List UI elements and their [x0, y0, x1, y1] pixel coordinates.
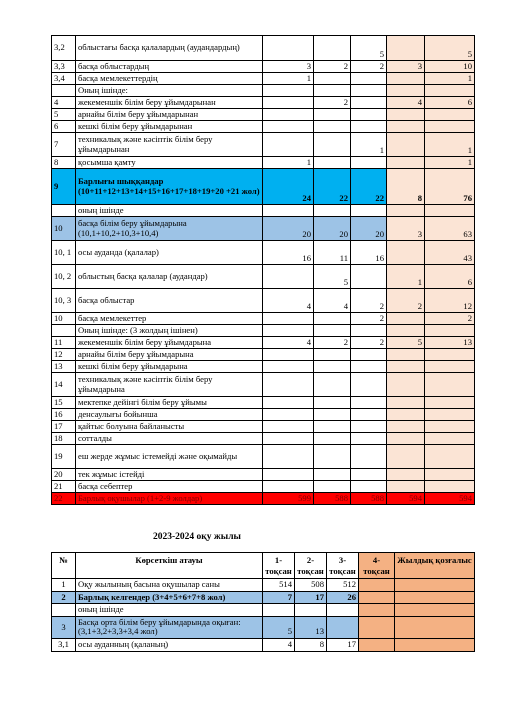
row-value: [425, 421, 475, 433]
row-value: 594: [425, 493, 475, 505]
row-value: [263, 349, 314, 361]
table-row: [52, 265, 475, 289]
row-value: [351, 373, 387, 397]
row-value: 588: [351, 493, 387, 505]
row-label: қайтыс болуына байланысты: [76, 421, 263, 433]
row-value: [314, 205, 351, 217]
row-value: 6: [425, 265, 475, 289]
row-value: 10: [425, 61, 475, 73]
row-value: [359, 638, 395, 651]
table-row: [52, 121, 475, 133]
table-row: [52, 373, 475, 397]
row-label: техникалық және кәсіптік білім беру ұйымдарынан: [76, 133, 263, 157]
row-value: [327, 616, 359, 638]
row-value: [395, 579, 475, 592]
row-value: [263, 121, 314, 133]
row-value: [425, 397, 475, 409]
row-value: [425, 433, 475, 445]
row-value: [387, 85, 425, 97]
row-value: [263, 313, 314, 325]
row-value: [263, 265, 314, 289]
row-value: [351, 349, 387, 361]
row-value: [395, 591, 475, 604]
row-value: [314, 85, 351, 97]
row-value: [351, 481, 387, 493]
row-label: арнайы білім беру ұйымдарынан: [76, 109, 263, 121]
row-number: 6: [52, 121, 76, 133]
row-label: оның ішінде: [76, 205, 263, 217]
row-value: [263, 205, 314, 217]
row-number: 10: [52, 313, 76, 325]
row-number: 3: [52, 616, 76, 638]
row-value: 1: [387, 265, 425, 289]
row-value: [425, 409, 475, 421]
row-label: кешкі білім беру ұйымдарына: [76, 361, 263, 373]
row-value: 4: [263, 337, 314, 349]
table-row: [52, 157, 475, 169]
row-value: [263, 133, 314, 157]
row-value: [387, 205, 425, 217]
row-value: [327, 604, 359, 617]
row-value: [314, 36, 351, 61]
row-value: 2: [425, 313, 475, 325]
row-value: [351, 121, 387, 133]
row-value: 5: [263, 616, 295, 638]
row-value: 16: [351, 241, 387, 265]
table-row: [52, 169, 475, 205]
row-number: 3,3: [52, 61, 76, 73]
row-number: 12: [52, 349, 76, 361]
row-value: 3: [263, 61, 314, 73]
row-label: Барлық оқушылар (1+2-9 жолдар): [76, 493, 263, 505]
row-value: 22: [314, 169, 351, 205]
row-value: [387, 133, 425, 157]
row-value: 588: [314, 493, 351, 505]
row-value: 2: [314, 97, 351, 109]
row-value: 3: [387, 217, 425, 241]
row-value: [314, 361, 351, 373]
row-value: 16: [263, 241, 314, 265]
row-value: [314, 349, 351, 361]
row-value: [314, 109, 351, 121]
row-value: [351, 469, 387, 481]
row-value: [387, 325, 425, 337]
table-row: [52, 61, 475, 73]
row-value: 11: [314, 241, 351, 265]
row-number: 10: [52, 217, 76, 241]
year-title: 2023-2024 оқу жылы: [153, 532, 241, 542]
row-number: [52, 604, 76, 617]
table-row: [52, 133, 475, 157]
row-value: [263, 36, 314, 61]
row-value: [425, 481, 475, 493]
row-value: 4: [314, 289, 351, 313]
row-value: [351, 421, 387, 433]
movement-table-continued: [51, 35, 475, 505]
row-value: [387, 121, 425, 133]
row-value: [387, 445, 425, 469]
row-value: [263, 97, 314, 109]
row-number: [52, 85, 76, 97]
row-value: [351, 97, 387, 109]
row-value: [263, 85, 314, 97]
row-number: 8: [52, 157, 76, 169]
row-value: [314, 433, 351, 445]
row-number: 20: [52, 469, 76, 481]
row-value: [351, 73, 387, 85]
row-value: [263, 109, 314, 121]
row-value: 2: [351, 289, 387, 313]
row-value: [314, 121, 351, 133]
col-annual: Жылдық қозғалыс: [395, 553, 475, 579]
col-number: №: [52, 553, 76, 579]
row-value: [314, 409, 351, 421]
row-value: [351, 205, 387, 217]
row-value: [425, 109, 475, 121]
table-row: [52, 638, 475, 651]
row-label: Барлығы шыққандар (10+11+12+13+14+15+16+17+18+19+20 +21 жол): [76, 169, 263, 205]
row-value: [425, 349, 475, 361]
row-value: 12: [425, 289, 475, 313]
row-value: [314, 481, 351, 493]
row-value: [359, 579, 395, 592]
row-value: 508: [295, 579, 327, 592]
row-number: [52, 325, 76, 337]
table-row: [52, 85, 475, 97]
row-number: 18: [52, 433, 76, 445]
row-value: 63: [425, 217, 475, 241]
row-number: 17: [52, 421, 76, 433]
row-value: 1: [351, 133, 387, 157]
row-value: [425, 469, 475, 481]
row-label: осы ауданда (қалалар): [76, 241, 263, 265]
table-row: [52, 217, 475, 241]
row-value: [425, 121, 475, 133]
table-row: [52, 616, 475, 638]
row-value: [351, 325, 387, 337]
row-value: 20: [351, 217, 387, 241]
row-value: [263, 409, 314, 421]
col-q2: 2-тоқсан: [295, 553, 327, 579]
table-row: [52, 445, 475, 469]
row-value: [314, 133, 351, 157]
row-value: 76: [425, 169, 475, 205]
row-value: [387, 73, 425, 85]
row-value: 5: [351, 36, 387, 61]
row-value: [314, 313, 351, 325]
row-value: [314, 73, 351, 85]
table-row: [52, 579, 475, 592]
row-value: 20: [263, 217, 314, 241]
row-value: [387, 421, 425, 433]
row-number: 4: [52, 97, 76, 109]
row-label: мектепке дейінгі білім беру ұйымы: [76, 397, 263, 409]
row-value: [395, 616, 475, 638]
row-number: 10, 3: [52, 289, 76, 313]
row-value: 43: [425, 241, 475, 265]
row-number: 3,1: [52, 638, 76, 651]
table-row: [52, 313, 475, 325]
row-value: [351, 85, 387, 97]
row-value: [425, 205, 475, 217]
row-value: [351, 445, 387, 469]
row-number: 9: [52, 169, 76, 205]
row-label: басқа облыстар: [76, 289, 263, 313]
row-value: [395, 638, 475, 651]
row-value: 2: [351, 337, 387, 349]
row-label: осы ауданның (қаланың): [76, 638, 263, 651]
row-number: 15: [52, 397, 76, 409]
table-row: [52, 433, 475, 445]
row-value: 594: [387, 493, 425, 505]
row-number: 11: [52, 337, 76, 349]
row-value: [263, 481, 314, 493]
row-value: [359, 604, 395, 617]
row-value: 5: [425, 36, 475, 61]
row-label: басқа білім беру ұйымдарына (10,1+10,2+10,3+10,4): [76, 217, 263, 241]
row-value: [295, 604, 327, 617]
row-label: жекеменшік білім беру ұйымдарына: [76, 337, 263, 349]
row-value: [263, 373, 314, 397]
row-value: 3: [387, 61, 425, 73]
row-value: [425, 373, 475, 397]
row-value: [387, 481, 425, 493]
row-value: 1: [425, 133, 475, 157]
row-label: арнайы білім беру ұйымдарына: [76, 349, 263, 361]
row-value: 2: [351, 313, 387, 325]
row-number: 14: [52, 373, 76, 397]
col-q3: 3-тоқсан: [327, 553, 359, 579]
row-number: 10, 2: [52, 265, 76, 289]
table-row: [52, 481, 475, 493]
table-row: [52, 241, 475, 265]
row-value: 1: [263, 157, 314, 169]
row-value: [263, 421, 314, 433]
row-value: [263, 325, 314, 337]
row-value: [263, 469, 314, 481]
row-value: [314, 445, 351, 469]
row-label: Оқу жылының басына оқушылар саны: [76, 579, 263, 592]
row-value: [387, 409, 425, 421]
row-value: [387, 36, 425, 61]
row-value: [387, 469, 425, 481]
table-row: [52, 325, 475, 337]
table-row: [52, 36, 475, 61]
row-value: 20: [314, 217, 351, 241]
row-value: [314, 397, 351, 409]
row-label: басқа облыстардың: [76, 61, 263, 73]
row-value: 4: [263, 638, 295, 651]
table-row: [52, 361, 475, 373]
table-row: [52, 397, 475, 409]
row-number: 2: [52, 591, 76, 604]
table-row: [52, 289, 475, 313]
col-indicator: Көрсеткіш атауы: [76, 553, 263, 579]
row-label: Оның ішінде:: [76, 85, 263, 97]
row-number: 1: [52, 579, 76, 592]
row-value: [263, 445, 314, 469]
row-value: [351, 409, 387, 421]
row-label: жекеменшік білім беру ұйымдарынан: [76, 97, 263, 109]
row-value: [314, 469, 351, 481]
row-value: [387, 241, 425, 265]
table-header-row: [52, 553, 475, 579]
row-value: [263, 397, 314, 409]
row-value: 24: [263, 169, 314, 205]
row-value: [314, 373, 351, 397]
row-label: Барлық келгендер (3+4+5+6+7+8 жол): [76, 591, 263, 604]
table-row: [52, 349, 475, 361]
row-value: [351, 157, 387, 169]
row-value: [425, 445, 475, 469]
table-row: [52, 493, 475, 505]
row-value: 2: [314, 61, 351, 73]
row-value: [359, 591, 395, 604]
table-row: [52, 205, 475, 217]
row-number: 22: [52, 493, 76, 505]
row-value: 17: [327, 638, 359, 651]
table-row: [52, 97, 475, 109]
row-value: 2: [387, 289, 425, 313]
row-value: [351, 265, 387, 289]
row-value: 4: [263, 289, 314, 313]
row-value: [263, 433, 314, 445]
row-value: 8: [387, 169, 425, 205]
row-value: 599: [263, 493, 314, 505]
table-row: [52, 109, 475, 121]
row-value: 512: [327, 579, 359, 592]
row-label: тек жұмыс істейді: [76, 469, 263, 481]
row-value: [263, 604, 295, 617]
row-label: облыстағы басқа қалалардың (аудандардың): [76, 36, 263, 61]
row-value: [425, 361, 475, 373]
col-q4: 4-тоқсан: [359, 553, 395, 579]
col-q1: 1-тоқсан: [263, 553, 295, 579]
row-value: [351, 433, 387, 445]
row-label: техникалық және кәсіптік білім беру ұйымдарына: [76, 373, 263, 397]
row-value: [359, 616, 395, 638]
table-row: [52, 409, 475, 421]
row-value: 26: [327, 591, 359, 604]
row-label: облыстың басқа қалалар (аудандар): [76, 265, 263, 289]
row-number: 10, 1: [52, 241, 76, 265]
movement-table-2023-2024: [51, 552, 475, 652]
row-value: 1: [425, 157, 475, 169]
row-number: 5: [52, 109, 76, 121]
row-value: 22: [351, 169, 387, 205]
row-label: басқа себептер: [76, 481, 263, 493]
table-row: [52, 591, 475, 604]
row-label: қосымша қамту: [76, 157, 263, 169]
row-value: 17: [295, 591, 327, 604]
row-number: 21: [52, 481, 76, 493]
row-value: [387, 109, 425, 121]
row-value: [387, 433, 425, 445]
row-value: [314, 325, 351, 337]
row-number: 19: [52, 445, 76, 469]
row-value: [263, 361, 314, 373]
row-label: басқа мемлекеттердің: [76, 73, 263, 85]
table-row: [52, 469, 475, 481]
row-label: еш жерде жұмыс істемейді және оқымайды: [76, 445, 263, 469]
row-value: 2: [314, 337, 351, 349]
row-value: 6: [425, 97, 475, 109]
row-value: 514: [263, 579, 295, 592]
row-value: 1: [425, 73, 475, 85]
table-row: [52, 421, 475, 433]
row-value: 5: [314, 265, 351, 289]
table-row: [52, 604, 475, 617]
row-value: 13: [295, 616, 327, 638]
row-value: [387, 157, 425, 169]
row-value: 8: [295, 638, 327, 651]
row-value: [387, 313, 425, 325]
row-value: [425, 325, 475, 337]
row-value: [351, 397, 387, 409]
row-value: [387, 361, 425, 373]
row-value: [351, 361, 387, 373]
row-value: [314, 157, 351, 169]
table-row: [52, 73, 475, 85]
row-value: [395, 604, 475, 617]
row-label: Басқа орта білім беру ұйымдарында оқыған: (3,1+3,2+3,3+3,4 жол): [76, 616, 263, 638]
row-number: 13: [52, 361, 76, 373]
row-value: 5: [387, 337, 425, 349]
row-number: 7: [52, 133, 76, 157]
row-value: [387, 397, 425, 409]
row-value: [387, 373, 425, 397]
row-label: денсаулығы бойынша: [76, 409, 263, 421]
row-value: 4: [387, 97, 425, 109]
row-label: кешкі білім беру ұйымдарынан: [76, 121, 263, 133]
row-value: 2: [351, 61, 387, 73]
row-number: 3,4: [52, 73, 76, 85]
row-value: 13: [425, 337, 475, 349]
row-value: 7: [263, 591, 295, 604]
row-number: [52, 205, 76, 217]
row-value: [351, 109, 387, 121]
row-value: [387, 349, 425, 361]
row-label: басқа мемлекеттер: [76, 313, 263, 325]
row-number: 3,2: [52, 36, 76, 61]
row-value: [314, 421, 351, 433]
row-label: Оның ішінде: (3 жолдың ішінен): [76, 325, 263, 337]
table-row: [52, 337, 475, 349]
row-value: [425, 85, 475, 97]
row-number: 16: [52, 409, 76, 421]
row-label: оның ішінде: [76, 604, 263, 617]
row-label: сотталды: [76, 433, 263, 445]
row-value: 1: [263, 73, 314, 85]
